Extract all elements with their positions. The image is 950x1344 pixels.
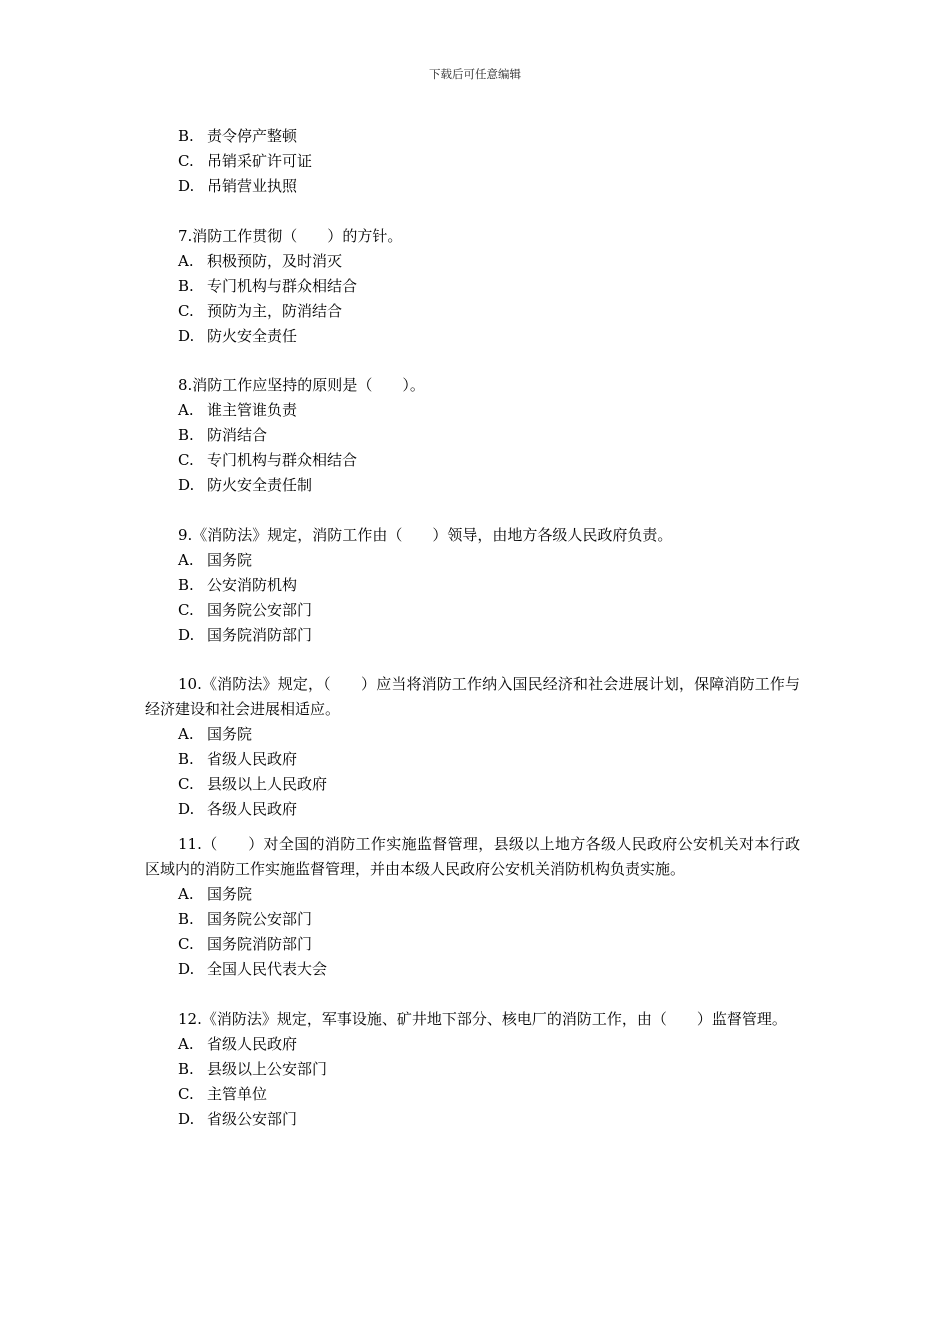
option-9-d xyxy=(145,623,800,648)
option-7-b xyxy=(145,274,800,299)
option-letter: C. xyxy=(178,1084,194,1103)
option-11-d xyxy=(145,957,800,982)
option-8-d xyxy=(145,473,800,498)
question-text: 7.消防工作贯彻（ ）的方针。 xyxy=(178,226,403,245)
option-7-c xyxy=(145,299,800,324)
option-letter: C. xyxy=(178,935,194,953)
option-text: 防火安全责任 xyxy=(207,326,298,345)
option-text: 省级公安部门 xyxy=(207,1109,298,1128)
option-letter: B. xyxy=(178,276,194,295)
option-text: 吊销营业执照 xyxy=(207,177,298,195)
option-6-d xyxy=(145,174,800,199)
option-text: 县级以上人民政府 xyxy=(207,775,328,793)
option-letter: D. xyxy=(178,625,195,644)
option-letter: D. xyxy=(178,800,195,818)
option-10-a xyxy=(145,722,800,747)
question-text: 10.《消防法》规定，（ ）应当将消防工作纳入国民经济和社会进展计划，保障消防工作与经济建设和社会进展相适应。 xyxy=(145,675,800,718)
option-11-c xyxy=(145,932,800,957)
option-letter: C. xyxy=(178,451,194,469)
option-text: 专门机构与群众相结合 xyxy=(207,276,358,295)
option-letter: B. xyxy=(178,750,194,768)
option-9-c xyxy=(145,598,800,623)
option-text: 防消结合 xyxy=(207,426,268,444)
option-8-b xyxy=(145,423,800,448)
option-letter: D. xyxy=(178,960,195,978)
option-6-b xyxy=(145,124,800,149)
question-text: 8.消防工作应坚持的原则是（ ）。 xyxy=(178,376,425,394)
question-9 xyxy=(145,523,800,648)
option-10-c xyxy=(145,772,800,797)
option-9-a xyxy=(145,548,800,573)
question-11 xyxy=(145,832,800,982)
option-letter: A. xyxy=(178,550,194,569)
option-text: 谁主管谁负责 xyxy=(207,401,298,419)
page-header: 下载后可任意编辑 xyxy=(429,67,521,81)
question-text: 11.（ ）对全国的消防工作实施监督管理，县级以上地方各级人民政府公安机关对本行政区域内的消防工作实施监督管理，并由本级人民政府公安机关消防机构负责实施。 xyxy=(145,835,800,878)
question-7 xyxy=(145,224,800,349)
option-text: 国务院公安部门 xyxy=(207,910,313,928)
option-letter: D. xyxy=(178,326,195,345)
option-9-b xyxy=(145,573,800,598)
option-12-a xyxy=(145,1032,800,1057)
option-8-a xyxy=(145,398,800,423)
option-text: 责令停产整顿 xyxy=(207,127,298,145)
question-12 xyxy=(145,1007,800,1132)
option-10-b xyxy=(145,747,800,772)
option-text: 国务院消防部门 xyxy=(207,935,313,953)
option-letter: C. xyxy=(178,301,194,320)
option-text: 预防为主，防消结合 xyxy=(207,301,343,320)
option-letter: D. xyxy=(178,1109,195,1128)
option-letter: A. xyxy=(178,401,194,419)
option-text: 专门机构与群众相结合 xyxy=(207,451,358,469)
option-10-d xyxy=(145,797,800,822)
option-letter: C. xyxy=(178,152,194,170)
question-8 xyxy=(145,373,800,498)
option-text: 省级人民政府 xyxy=(207,750,298,768)
option-letter: D. xyxy=(178,476,195,494)
option-letter: A. xyxy=(178,725,194,743)
option-text: 国务院 xyxy=(207,725,253,743)
option-text: 积极预防，及时消灭 xyxy=(207,251,343,270)
option-7-a xyxy=(145,249,800,274)
option-text: 主管单位 xyxy=(207,1084,268,1103)
option-text: 县级以上公安部门 xyxy=(207,1059,328,1078)
option-text: 防火安全责任制 xyxy=(207,476,313,494)
option-11-a xyxy=(145,882,800,907)
option-text: 国务院公安部门 xyxy=(207,600,313,619)
option-text: 各级人民政府 xyxy=(207,800,298,818)
option-6-c xyxy=(145,149,800,174)
option-letter: B. xyxy=(178,575,194,594)
option-12-d xyxy=(145,1107,800,1132)
option-text: 国务院消防部门 xyxy=(207,625,313,644)
question-text: 12.《消防法》规定，军事设施、矿井地下部分、核电厂的消防工作，由（ ）监督管理。 xyxy=(178,1009,787,1028)
option-text: 国务院 xyxy=(207,550,253,569)
question-6-continued xyxy=(145,124,800,199)
document-body xyxy=(145,124,800,1132)
option-12-b xyxy=(145,1057,800,1082)
option-letter: B. xyxy=(178,426,194,444)
option-letter: A. xyxy=(178,251,194,270)
option-letter: C. xyxy=(178,600,194,619)
option-7-d xyxy=(145,324,800,349)
option-letter: B. xyxy=(178,127,194,145)
option-letter: D. xyxy=(178,177,195,195)
option-letter: C. xyxy=(178,775,194,793)
option-letter: B. xyxy=(178,1059,194,1078)
option-letter: A. xyxy=(178,885,194,903)
option-12-c xyxy=(145,1082,800,1107)
question-text: 9.《消防法》规定，消防工作由（ ）领导，由地方各级人民政府负责。 xyxy=(178,525,673,544)
option-text: 国务院 xyxy=(207,885,253,903)
option-text: 省级人民政府 xyxy=(207,1034,298,1053)
option-8-c xyxy=(145,448,800,473)
question-10 xyxy=(145,672,800,822)
option-text: 吊销采矿许可证 xyxy=(207,152,313,170)
option-11-b xyxy=(145,907,800,932)
option-letter: B. xyxy=(178,910,194,928)
option-text: 公安消防机构 xyxy=(207,575,298,594)
option-text: 全国人民代表大会 xyxy=(207,960,328,978)
option-letter: A. xyxy=(178,1034,194,1053)
